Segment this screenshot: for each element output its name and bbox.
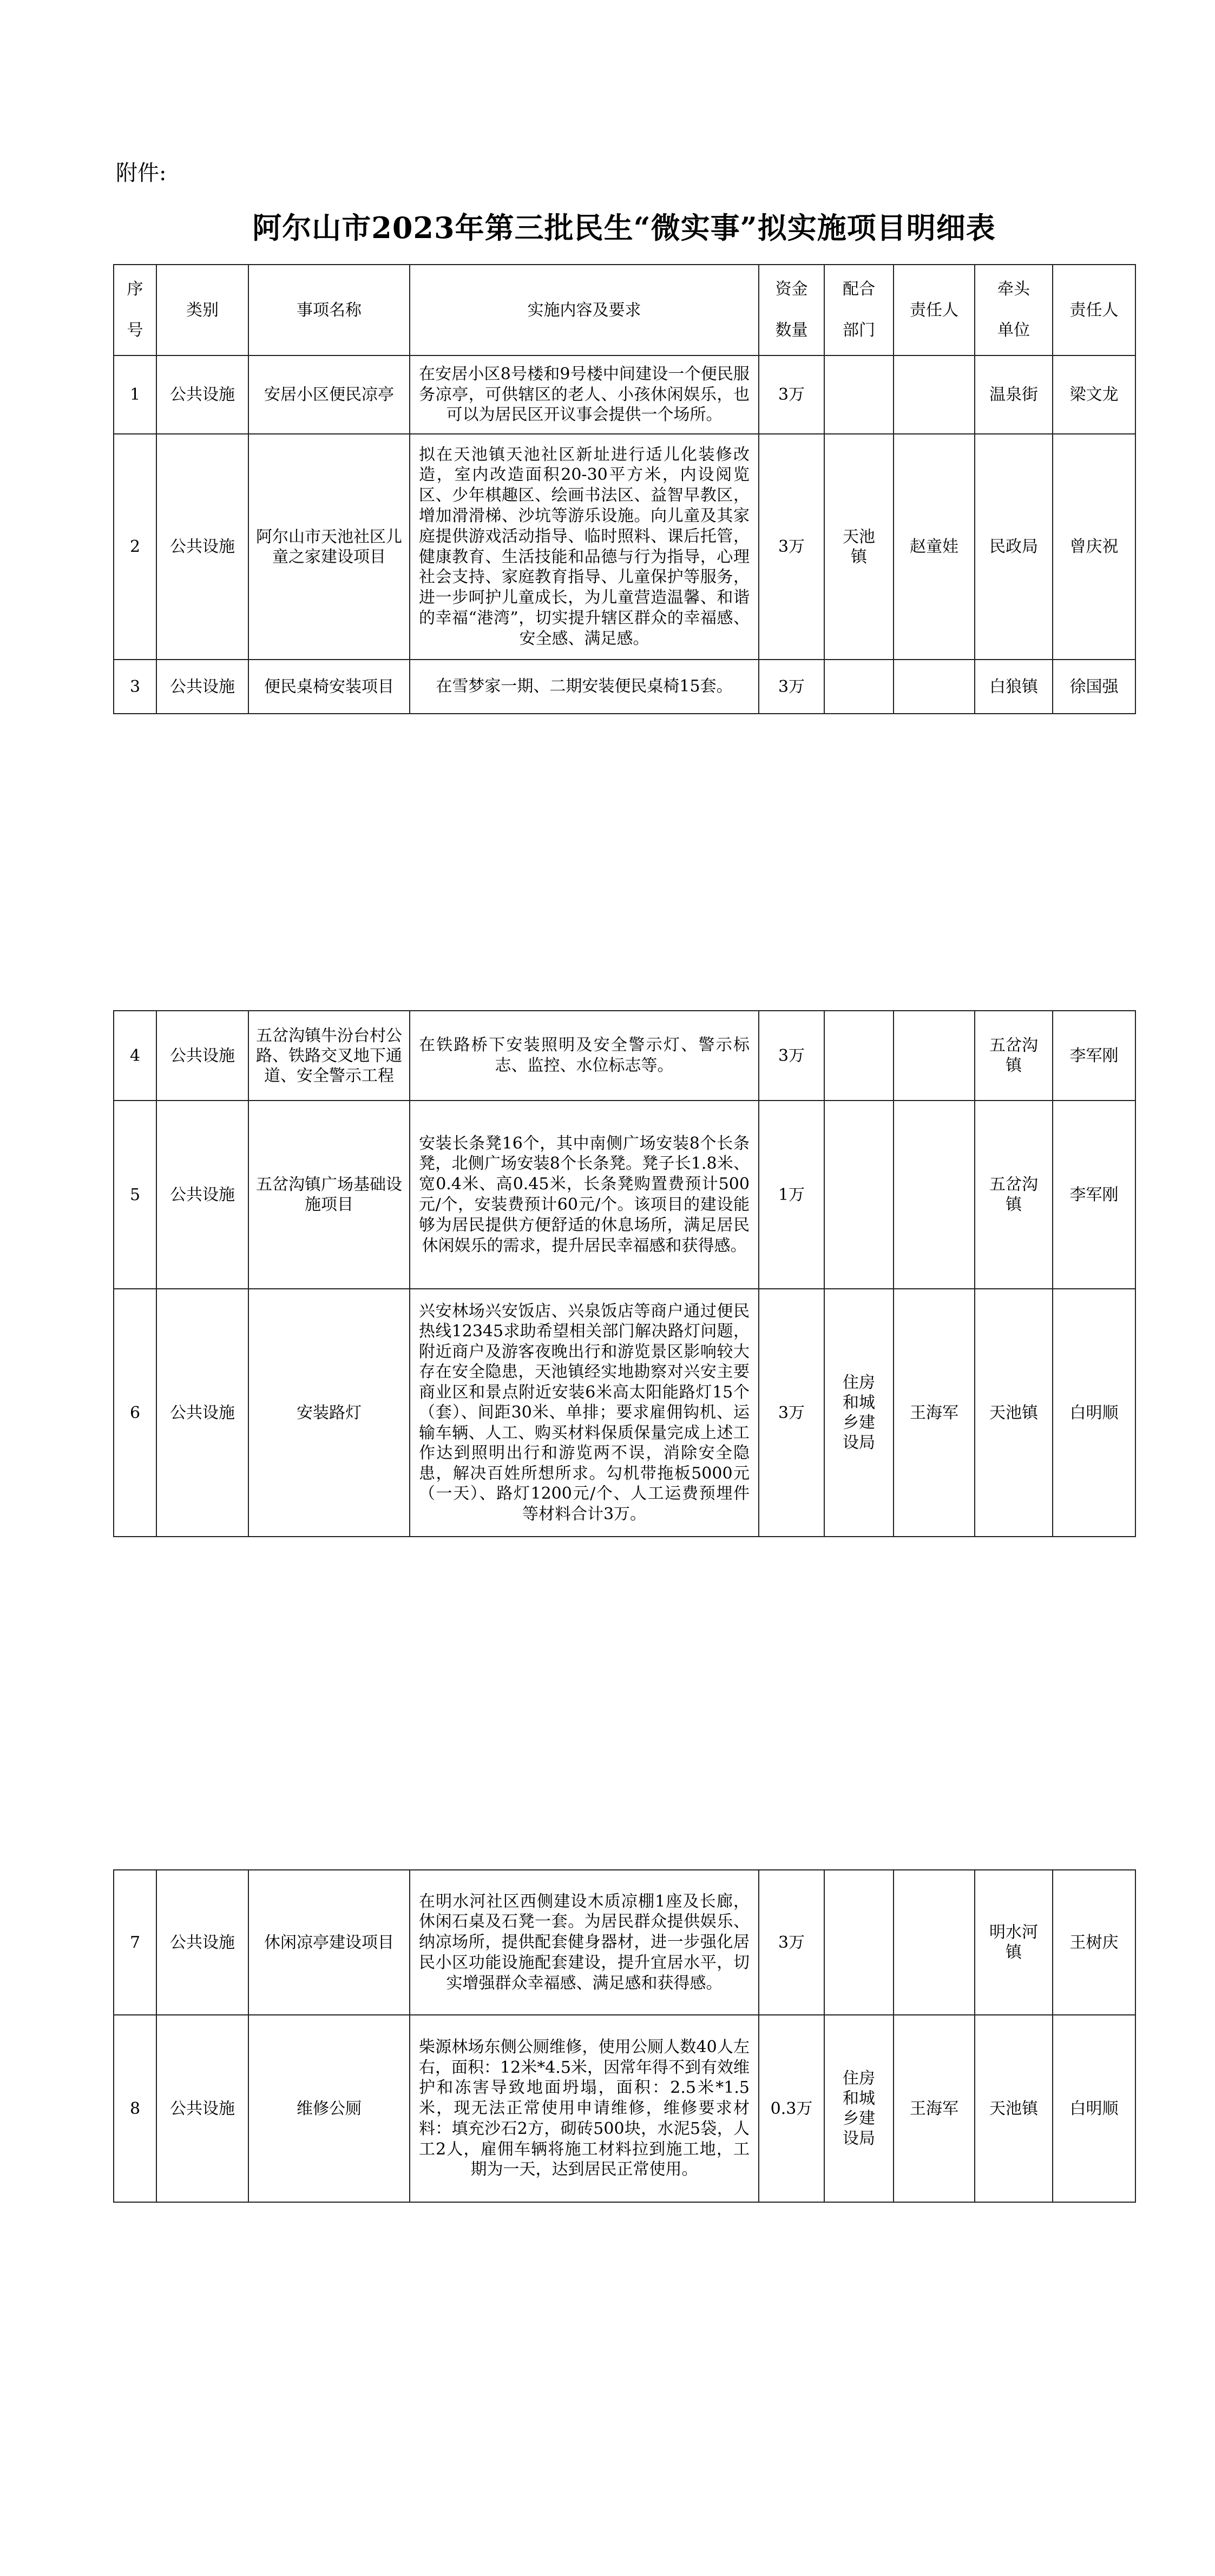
fund-cell: 3万 — [759, 434, 824, 660]
lead-unit-cell: 五岔沟镇 — [975, 1101, 1053, 1289]
content-cell: 柴源林场东侧公厕维修，使用公厕人数40人左右，面积：12米*4.5米，因常年得不到有效维护和冻害导致地面坍塌，面积：2.5米*1.5米，现无法正常使用申请维修，维修要求材料：填充沙石2方，砌砖500块，水泥5袋，人工2人，雇佣车辆将施工材料拉到施工地，工期为一天，达到居民正常使用。 — [410, 2015, 759, 2202]
category-cell: 公共设施 — [156, 434, 248, 660]
lead-responsible-cell: 李军刚 — [1053, 1101, 1135, 1289]
responsible-cell — [894, 1870, 975, 2015]
header-lead-unit: 牵头 单位 — [975, 265, 1053, 355]
content-cell: 安装长条凳16个，其中南侧广场安装8个长条凳，北侧广场安装8个长条凳。凳子长1.8米、宽0.4米、高0.45米，长条凳购置费预计500元/个，安装费预计60元/个。该项目的建设能够为居民提供方便舒适的休息场所，满足居民休闲娱乐的需求，提升居民幸福感和获得感。 — [410, 1101, 759, 1289]
table-header-row — [114, 265, 1135, 355]
category-cell: 公共设施 — [156, 1870, 248, 2015]
table-row — [114, 1870, 1135, 2015]
lead-responsible-cell: 王树庆 — [1053, 1870, 1135, 2015]
header-category: 类别 — [156, 265, 248, 355]
header-coop-dept: 配合 部门 — [824, 265, 894, 355]
item-name-cell: 休闲凉亭建设项目 — [248, 1870, 410, 2015]
lead-unit-cell: 五岔沟镇 — [975, 1011, 1053, 1101]
content-cell: 兴安林场兴安饭店、兴泉饭店等商户通过便民热线12345求助希望相关部门解决路灯问题，附近商户及游客夜晚出行和游览景区影响较大存在安全隐患，天池镇经实地勘察对兴安主要商业区和景点附近安装6米高太阳能路灯15个（套）、间距30米、单排；要求雇佣钩机、运输车辆、人工、购买材料保质保量完成上述工作达到照明出行和游览两不误，消除安全隐患，解决百姓所想所求。勾机带拖板5000元（一天）、路灯1200元/个、人工运费预埋件等材料合计3万。 — [410, 1289, 759, 1537]
attachment-label: 附件: — [116, 161, 167, 186]
category-cell: 公共设施 — [156, 1289, 248, 1537]
fund-cell: 3万 — [759, 1870, 824, 2015]
table-row — [114, 660, 1135, 714]
lead-responsible-cell: 曾庆祝 — [1053, 434, 1135, 660]
seq-cell: 5 — [114, 1101, 156, 1289]
lead-unit-cell: 白狼镇 — [975, 660, 1053, 714]
fund-cell: 0.3万 — [759, 2015, 824, 2202]
category-cell: 公共设施 — [156, 660, 248, 714]
lead-unit-cell: 明水河镇 — [975, 1870, 1053, 2015]
lead-responsible-cell: 徐国强 — [1053, 660, 1135, 714]
item-name-cell: 五岔沟镇广场基础设施项目 — [248, 1101, 410, 1289]
responsible-cell: 王海军 — [894, 1289, 975, 1537]
responsible-cell — [894, 1011, 975, 1101]
lead-unit-cell: 天池镇 — [975, 1289, 1053, 1537]
category-cell: 公共设施 — [156, 2015, 248, 2202]
fund-cell: 1万 — [759, 1101, 824, 1289]
responsible-cell: 赵童娃 — [894, 434, 975, 660]
header-seq: 序 号 — [114, 265, 156, 355]
project-table-part-3 — [113, 1869, 1136, 2203]
seq-cell: 6 — [114, 1289, 156, 1537]
content-cell: 在雪梦家一期、二期安装便民桌椅15套。 — [410, 660, 759, 714]
fund-cell: 3万 — [759, 660, 824, 714]
lead-responsible-cell: 李军刚 — [1053, 1011, 1135, 1101]
item-name-cell: 五岔沟镇牛汾台村公路、铁路交叉地下通道、安全警示工程 — [248, 1011, 410, 1101]
item-name-cell: 安居小区便民凉亭 — [248, 355, 410, 434]
content-cell: 在安居小区8号楼和9号楼中间建设一个便民服务凉亭，可供辖区的老人、小孩休闲娱乐，也可以为居民区开议事会提供一个场所。 — [410, 355, 759, 434]
header-fund: 资金 数量 — [759, 265, 824, 355]
coop-dept-cell: 住房和城乡建设局 — [824, 2015, 894, 2202]
item-name-cell: 阿尔山市天池社区儿童之家建设项目 — [248, 434, 410, 660]
coop-dept-cell — [824, 1011, 894, 1101]
header-lead-responsible: 责任人 — [1053, 265, 1135, 355]
table-row — [114, 355, 1135, 434]
header-item-name: 事项名称 — [248, 265, 410, 355]
item-name-cell: 维修公厕 — [248, 2015, 410, 2202]
item-name-cell: 安装路灯 — [248, 1289, 410, 1537]
seq-cell: 8 — [114, 2015, 156, 2202]
category-cell: 公共设施 — [156, 355, 248, 434]
header-responsible: 责任人 — [894, 265, 975, 355]
table-row — [114, 1011, 1135, 1101]
content-cell: 拟在天池镇天池社区新址进行适儿化装修改造，室内改造面积20-30平方米，内设阅览区、少年棋趣区、绘画书法区、益智早教区，增加滑滑梯、沙坑等游乐设施。向儿童及其家庭提供游戏活动指导、临时照料、课后托管，健康教育、生活技能和品德与行为指导，心理社会支持、家庭教育指导、儿童保护等服务，进一步呵护儿童成长，为儿童营造温馨、和谐的幸福“港湾”，切实提升辖区群众的幸福感、安全感、满足感。 — [410, 434, 759, 660]
table-row — [114, 434, 1135, 660]
coop-dept-cell — [824, 1870, 894, 2015]
coop-dept-cell — [824, 1101, 894, 1289]
content-cell: 在明水河社区西侧建设木质凉棚1座及长廊，休闲石桌及石凳一套。为居民群众提供娱乐、纳凉场所，提供配套健身器材，进一步强化居民小区功能设施配套建设，提升宜居水平，切实增强群众幸福感、满足感和获得感。 — [410, 1870, 759, 2015]
lead-unit-cell: 温泉街 — [975, 355, 1053, 434]
lead-unit-cell: 天池镇 — [975, 2015, 1053, 2202]
category-cell: 公共设施 — [156, 1101, 248, 1289]
responsible-cell — [894, 660, 975, 714]
coop-dept-cell: 住房和城乡建设局 — [824, 1289, 894, 1537]
seq-cell: 3 — [114, 660, 156, 714]
lead-unit-cell: 民政局 — [975, 434, 1053, 660]
coop-dept-cell — [824, 355, 894, 434]
fund-cell: 3万 — [759, 1289, 824, 1537]
project-table-part-1 — [113, 264, 1136, 714]
item-name-cell: 便民桌椅安装项目 — [248, 660, 410, 714]
header-content: 实施内容及要求 — [410, 265, 759, 355]
table-row — [114, 1289, 1135, 1537]
fund-cell: 3万 — [759, 355, 824, 434]
category-cell: 公共设施 — [156, 1011, 248, 1101]
content-cell: 在铁路桥下安装照明及安全警示灯、警示标志、监控、水位标志等。 — [410, 1011, 759, 1101]
table-row — [114, 1101, 1135, 1289]
coop-dept-cell: 天池镇 — [824, 434, 894, 660]
table-row — [114, 2015, 1135, 2202]
page-title: 阿尔山市2023年第三批民生“微实事”拟实施项目明细表 — [252, 210, 996, 245]
seq-cell: 2 — [114, 434, 156, 660]
coop-dept-cell — [824, 660, 894, 714]
lead-responsible-cell: 梁文龙 — [1053, 355, 1135, 434]
seq-cell: 4 — [114, 1011, 156, 1101]
responsible-cell — [894, 1101, 975, 1289]
lead-responsible-cell: 白明顺 — [1053, 2015, 1135, 2202]
fund-cell: 3万 — [759, 1011, 824, 1101]
project-table-part-2 — [113, 1010, 1136, 1537]
responsible-cell: 王海军 — [894, 2015, 975, 2202]
responsible-cell — [894, 355, 975, 434]
lead-responsible-cell: 白明顺 — [1053, 1289, 1135, 1537]
seq-cell: 7 — [114, 1870, 156, 2015]
seq-cell: 1 — [114, 355, 156, 434]
